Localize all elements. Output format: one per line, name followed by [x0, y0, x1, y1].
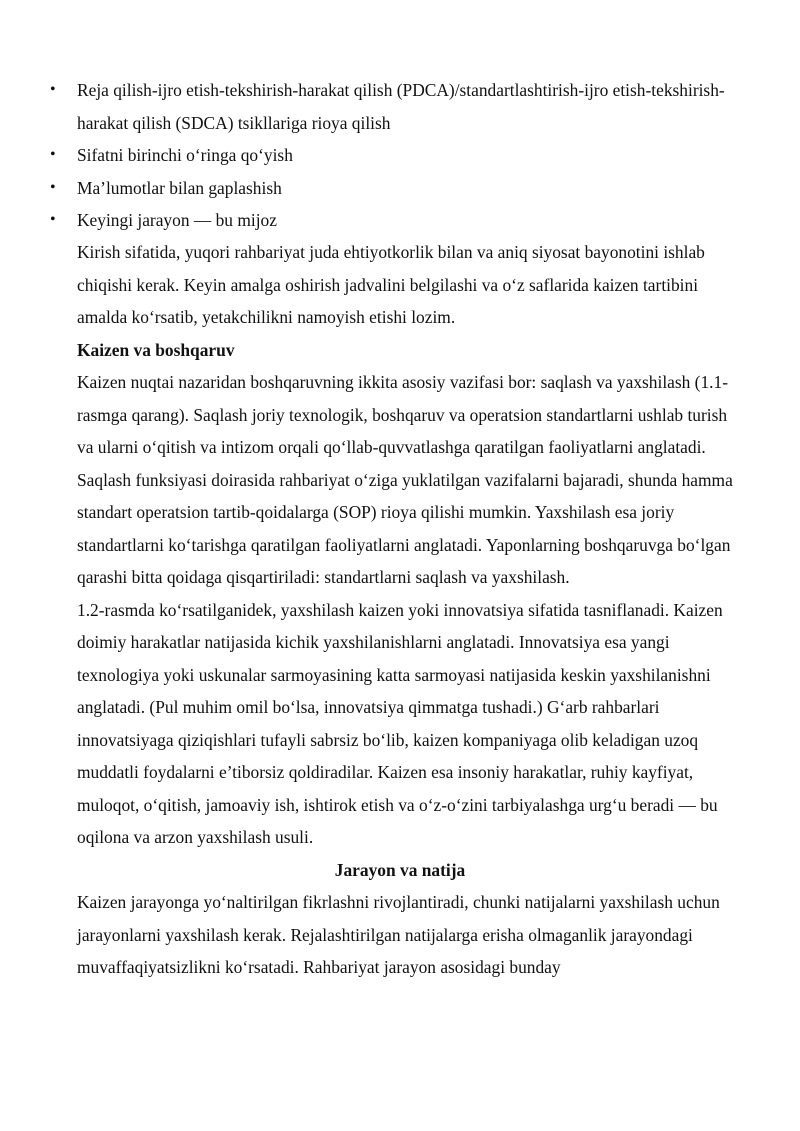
process-result-paragraph-1: Kaizen jarayonga yo‘naltirilgan fikrlashni rivojlantiradi, chunki natijalarni yaxshilash uchun jarayonlarni yaxshilash kerak. Rejalashtirilgan natijalarga erisha olmaganlik jarayondagi muvaffaqiyatsizlikni ko‘rsatadi. Rahbariyat jarayon asosidagi bunday — [77, 892, 720, 977]
section-heading-kaizen-management: Kaizen va boshqaruv — [77, 339, 235, 360]
kaizen-management-paragraph-2: 1.2-rasmda ko‘rsatilganidek, yaxshilash kaizen yoki innovatsiya sifatida tasniflanadi. Kaizen doimiy harakatlar natijasida kichik yaxshilanishlarni anglatadi. Innovatsiya esa yangi texnologiya yoki uskunalar sarmoyasining katta sarmoyasi natijasida keskin yaxshilanishni anglatadi. (Pul muhim omil bo‘lsa, innovatsiya qimmatga tushadi.) G‘arb rahbarlari innovatsiyaga qiziqishlari tufayli sabrsiz bo‘lib, kaizen kompaniyaga olib keladigan uzoq muddatli foydalarni e’tiborsiz qoldiradilar. Kaizen esa insoniy harakatlar, ruhiy kayfiyat, muloqot, o‘qitish, jamoaviy ish, ishtirok etish va o‘z-o‘zini tarbiyalashga urg‘u beradi — bu oqilona va arzon yaxshilash usuli. — [77, 599, 723, 847]
list-item-text: Ma’lumotlar bilan gaplashish — [77, 177, 282, 198]
bullet-marker: • — [50, 211, 56, 228]
principles-list — [0, 74, 800, 237]
bullet-marker: • — [50, 146, 56, 163]
kaizen-management-paragraph-1: Kaizen nuqtai nazaridan boshqaruvning ikkita asosiy vazifasi bor: saqlash va yaxshilash (1.1-rasmga qarang). Saqlash joriy texnologik, boshqaruv va operatsion standartlarni ushlab turish va ularni o‘qitish va intizom orqali qo‘llab-quvvatlashga qaratilgan faoliyatlarni anglatadi. Saqlash funksiyasi doirasida rahbariyat o‘ziga yuklatilgan vazifalarni bajaradi, shunda hamma standart operatsion tartib-qoidalarga (SOP) rioya qilishi mumkin. Yaxshilash esa joriy standartlarni ko‘tarishga qaratilgan faoliyatlarni anglatadi. Yaponlarning boshqaruvga bo‘lgan qarashi bitta qoidaga qisqartiriladi: standartlarni saqlash va yaxshilash. — [77, 372, 733, 587]
list-item-text: Keyingi jarayon — bu mijoz — [77, 210, 277, 230]
list-item — [0, 204, 800, 237]
document-body — [77, 236, 737, 984]
intro-paragraph: Kirish sifatida, yuqori rahbariyat juda ehtiyotkorlik bilan va aniq siyosat bayonotini ishlab chiqishi kerak. Keyin amalga oshirish jadvalini belgilashi va o‘z saflarida kaizen tartibini amalda ko‘rsatib, yetakchilikni namoyish etishi lozim. — [77, 242, 705, 327]
section-heading-process-result: Jarayon va natija — [334, 859, 466, 880]
list-item — [0, 74, 800, 139]
list-item-text: Reja qilish-ijro etish-tekshirish-harakat qilish (PDCA)/standartlashtirish-ijro etish-tekshirish-harakat qilish (SDCA) tsikllariga rioya qilish — [77, 80, 725, 133]
list-item — [0, 139, 800, 172]
bullet-marker: • — [50, 178, 56, 196]
list-item — [0, 172, 800, 205]
bullet-marker: • — [50, 81, 56, 98]
list-item-text: Sifatni birinchi o‘ringa qo‘yish — [77, 145, 293, 165]
